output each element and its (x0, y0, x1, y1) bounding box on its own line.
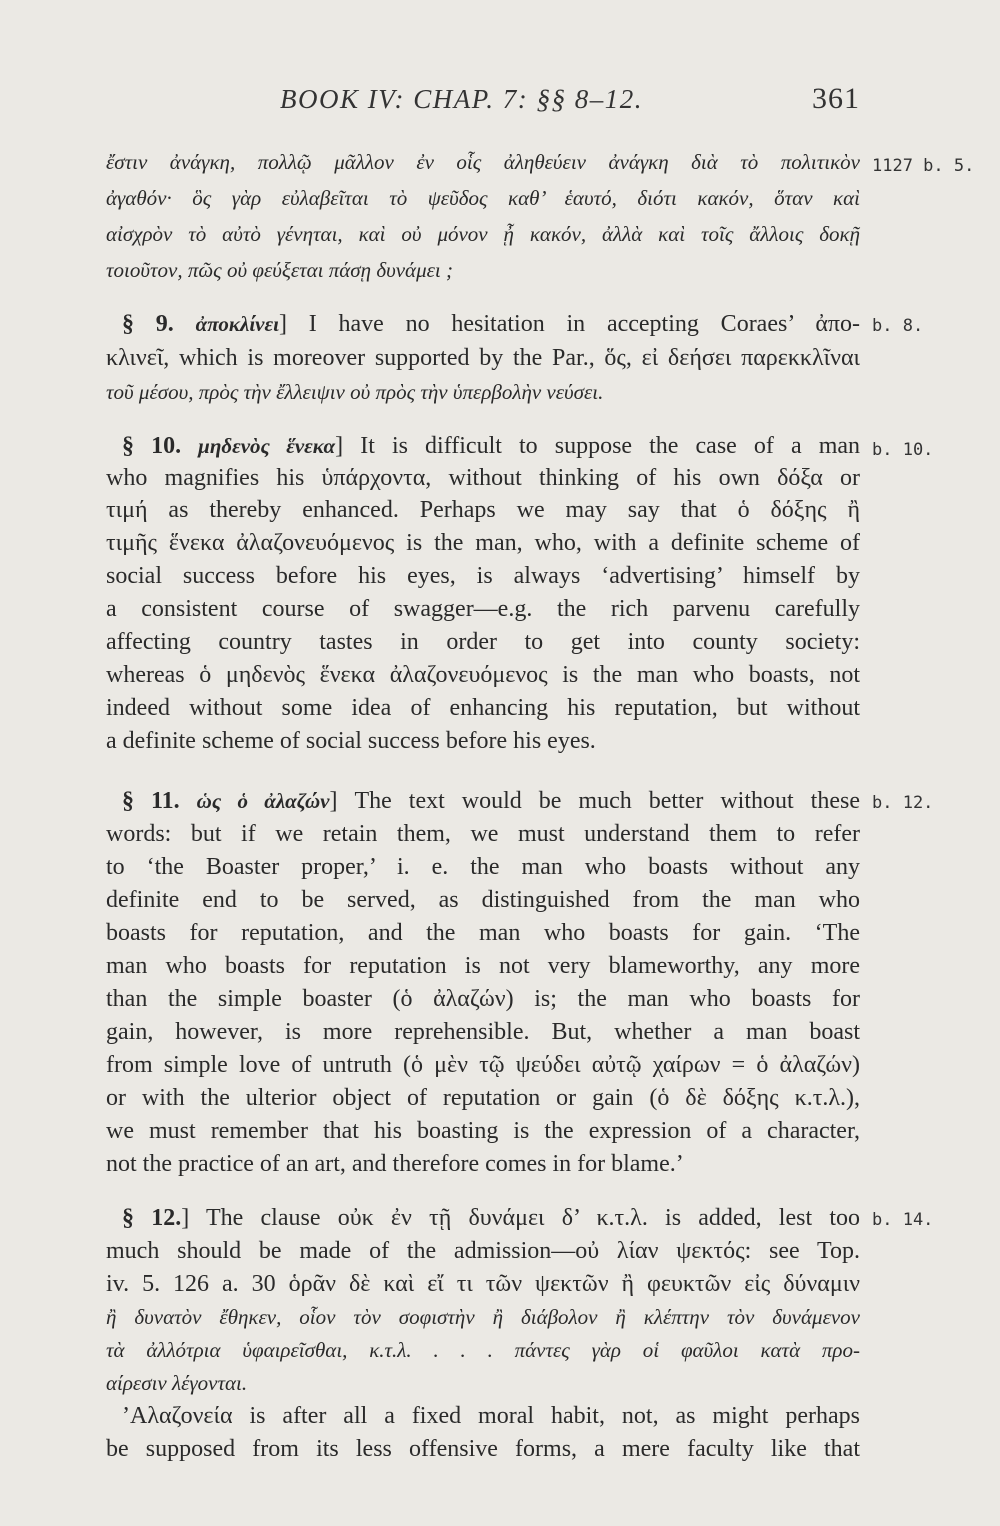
section-12-line: § 12.] The clause οὐκ ἐν τῇ δυνάμει δ’ κ.τ.λ. is added, lest too (122, 1205, 860, 1231)
commentary-line: words: but if we retain them, we must understand them to refer (106, 821, 860, 847)
greek-quote-line: ἀγαθόν· ὃς γὰρ εὐλαβεῖται τὸ ψεῦδος καθ’ ἑαυτό, διότι κακόν, ὅταν καὶ (106, 186, 860, 210)
commentary-line: be supposed from its less offensive forms, a mere faculty like that (106, 1436, 860, 1462)
margin-ref: b. 12. (872, 793, 934, 813)
commentary-line: boasts for reputation, and the man who boasts for gain. ‘The (106, 920, 860, 946)
commentary-line: who magnifies his ὑπάρχοντα, without thinking of his own δόξα or (106, 465, 860, 491)
margin-ref: b. 10. (872, 440, 934, 460)
lemma: ὡς ὁ ἀλαζών (196, 789, 330, 813)
commentary-line: iv. 5. 126 a. 30 ὁρᾶν δὲ καὶ εἴ τι τῶν ψεκτῶν ἢ φευκτῶν εἰς δύναμιν (106, 1271, 860, 1297)
greek-quote-line: αἰσχρὸν τὸ αὐτὸ γένηται, καὶ οὐ μόνον ᾖ κακόν, ἀλλὰ καὶ τοῖς ἄλλοις δοκῇ (106, 222, 860, 246)
section-number: § 9. (122, 311, 174, 337)
commentary-line: affecting country tastes in order to get into county society: (106, 629, 860, 655)
greek-quote-line: τοιοῦτον, πῶς οὐ φεύξεται πάσῃ δυνάμει ; (106, 258, 453, 282)
page-number: 361 (812, 82, 860, 115)
commentary-line: definite end to be served, as distinguished from the man who (106, 887, 860, 913)
section-10-line: § 10. μηδενὸς ἕνεκα] It is difficult to suppose the case of a man (122, 433, 861, 459)
page-header (0, 82, 1000, 132)
commentary-line: a definite scheme of social success before his eyes. (106, 728, 596, 754)
section-9-line: § 9. ἀποκλίνει] I have no hesitation in accepting Coraes’ ἀπο- (122, 311, 861, 337)
commentary-line: indeed without some idea of enhancing his reputation, but without (106, 695, 860, 721)
commentary-line: much should be made of the admission—οὐ λίαν ψεκτός: see Top. (106, 1238, 860, 1264)
commentary-line: to ‘the Boaster proper,’ i. e. the man who boasts without any (106, 854, 860, 880)
commentary-line: not the practice of an art, and therefore comes in for blame.’ (106, 1151, 684, 1177)
greek-quote-line: ἔστιν ἀνάγκη, πολλῷ μᾶλλον ἐν οἷς ἀληθεύειν ἀνάγκη διὰ τὸ πολιτικὸν (106, 150, 860, 174)
margin-ref: b. 14. (872, 1210, 934, 1230)
commentary-line: τιμή as thereby enhanced. Perhaps we may say that ὁ δόξης ἢ (106, 497, 860, 523)
commentary-line: κλινεῖ, which is moreover supported by the Par., ὅς, εἰ δεήσει παρεκκλῖναι (106, 345, 860, 371)
commentary-line: ’Αλαζονεία is after all a fixed moral habit, not, as might perhaps (122, 1403, 860, 1429)
commentary-line: τὰ ἀλλότρια ὑφαιρεῖσθαι, κ.τ.λ. . . . πάντες γὰρ οἱ φαῦλοι κατὰ προ- (106, 1338, 860, 1362)
commentary-text: The text would be much better without these (354, 788, 860, 814)
commentary-line: whereas ὁ μηδενὸς ἕνεκα ἀλαζονευόμενος is the man who boasts, not (106, 662, 860, 688)
section-11-line: § 11. ὡς ὁ ἀλαζών] The text would be much better without these (122, 788, 860, 814)
commentary-line: man who boasts for reputation is not very blameworthy, any more (106, 953, 860, 979)
section-number: § 11. (122, 788, 180, 814)
commentary-line: τοῦ μέσου, πρὸς τὴν ἔλλειψιν οὐ πρὸς τὴν ὑπερβολὴν νεύσει. (106, 380, 604, 404)
section-number: § 10. (122, 433, 182, 459)
commentary-line: gain, however, is more reprehensible. But, whether a man boast (106, 1019, 860, 1045)
commentary-line: αίρεσιν λέγονται. (106, 1371, 248, 1395)
commentary-line: social success before his eyes, is always ‘advertising’ himself by (106, 563, 860, 589)
commentary-text: I have no hesitation in accepting Coraes’ ἀπο- (308, 311, 861, 337)
commentary-text: The clause οὐκ ἐν τῇ δυνάμει δ’ κ.τ.λ. is added, lest too (206, 1205, 860, 1231)
running-head: BOOK IV: CHAP. 7: §§ 8–12. (280, 84, 643, 114)
commentary-line: from simple love of untruth (ὁ μὲν τῷ ψεύδει αὐτῷ χαίρων = ὁ ἀλαζών) (106, 1052, 860, 1078)
commentary-line: or with the ulterior object of reputation or gain (ὁ δὲ δόξης κ.τ.λ.), (106, 1085, 860, 1111)
commentary-line: a consistent course of swagger—e.g. the rich parvenu carefully (106, 596, 860, 622)
commentary-line: than the simple boaster (ὁ ἀλαζών) is; the man who boasts for (106, 986, 860, 1012)
margin-ref: b. 8. (872, 316, 924, 336)
section-number: § 12. (122, 1205, 182, 1231)
commentary-text: It is difficult to suppose the case of a man (360, 433, 861, 459)
lemma: μηδενὸς ἕνεκα (198, 434, 336, 458)
lemma: ἀποκλίνει (195, 312, 279, 336)
commentary-line: τιμῆς ἕνεκα ἀλαζονευόμενος is the man, who, with a definite scheme of (106, 530, 860, 556)
commentary-line: ἢ δυνατὸν ἔθηκεν, οἷον τὸν σοφιστὴν ἢ διάβολον ἢ κλέπτην τὸν δυνάμενον (106, 1305, 860, 1329)
margin-ref: 1127 b. 5. (872, 156, 975, 176)
commentary-line: we must remember that his boasting is the expression of a character, (106, 1118, 860, 1144)
